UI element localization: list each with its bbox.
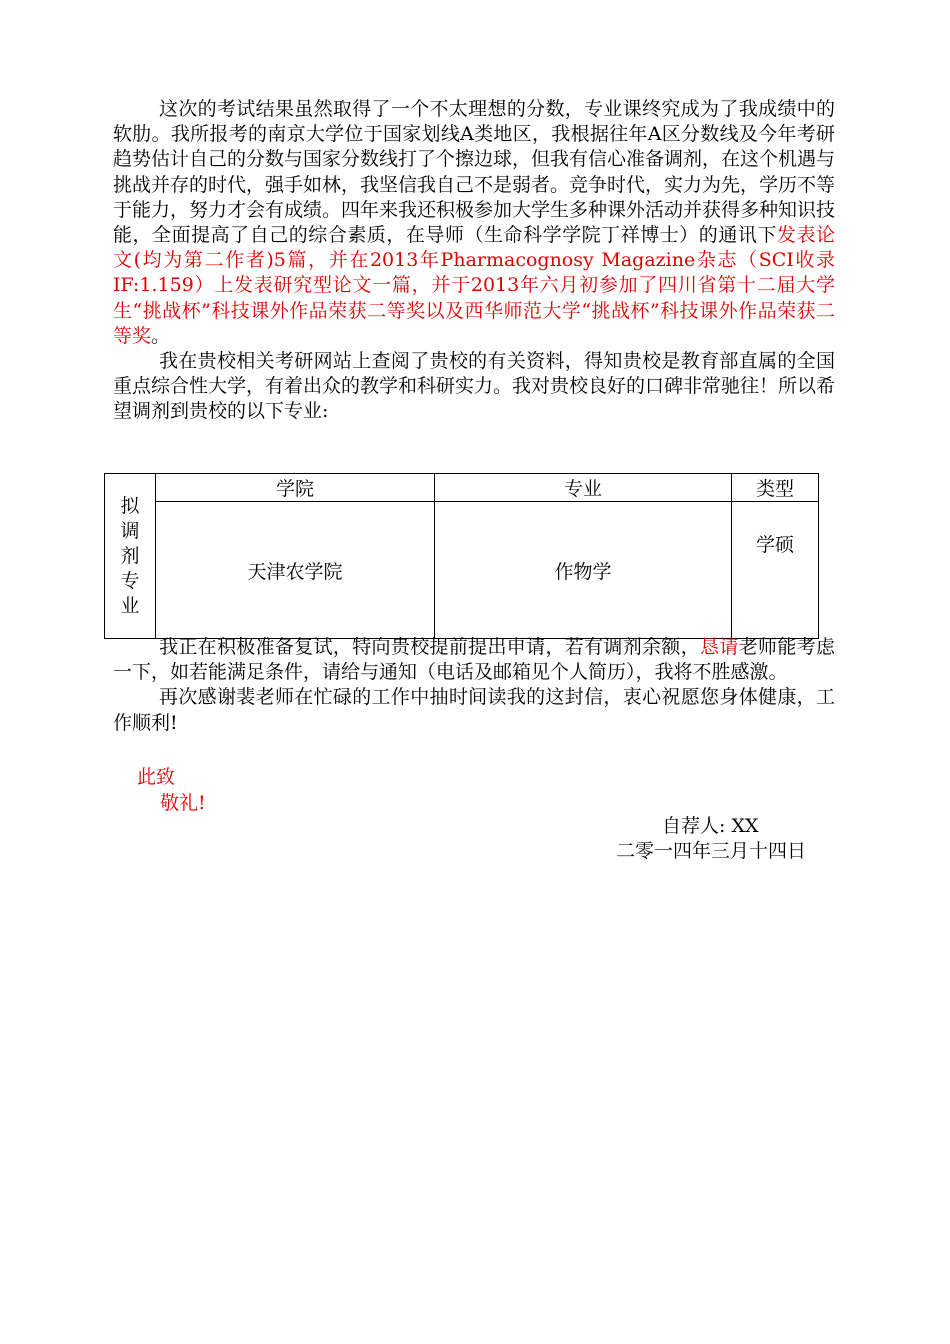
header-college: 学院 bbox=[156, 474, 435, 502]
header-major: 专业 bbox=[435, 474, 732, 502]
letter-closing bbox=[113, 635, 835, 736]
paragraph-text: 我正在积极准备复试，特向贵校提前提出申请，若有调剂余额， bbox=[159, 636, 701, 658]
cell-major: 作物学 bbox=[435, 502, 732, 639]
side-char: 剂 bbox=[120, 544, 140, 567]
side-char: 业 bbox=[120, 594, 140, 617]
highlighted-achievements: 发表论文(均为第二作者)5篇，并在2013年Pharmacognosy Magazine杂志（SCI收录IF:1.159）上发表研究型论文一篇，并于2013年六月初参加了四川省第十二届大学生“挑战杯”科技课外作品荣获二等奖以及西华师范大学“挑战杯”科技课外作品荣获二等奖 bbox=[113, 224, 835, 347]
paragraph-text: 这次的考试结果虽然取得了一个不太理想的分数，专业课终究成为了我成绩中的软肋。我所报考的南京大学位于国家划线A类地区，我根据往年A区分数线及今年考研趋势估计自己的分数与国家分数线打了个擦边球，但我有信心准备调剂，在这个机遇与挑战并存的时代，强手如林，我坚信我自己不是弱者。竞争时代，实力为先，学历不等于能力，努力才会有成绩。四年来我还积极参加大学生多种课外活动并获得多种知识技能，全面提高了自己的综合素质，在导师（生命科学学院丁祥博士）的通讯下 bbox=[113, 98, 836, 247]
paragraph-thanks: 再次感谢裴老师在忙碌的工作中抽时间读我的这封信，衷心祝愿您身体健康，工作顺利! bbox=[113, 686, 835, 734]
paragraph-text: 老师能考虑一下，如若能满足条件，请给与通知（电话及邮箱见个人简历），我将不胜感激。 bbox=[113, 636, 835, 684]
paragraph-end: 。 bbox=[151, 324, 171, 347]
paragraph-request bbox=[113, 635, 835, 685]
cell-college: 天津农学院 bbox=[156, 502, 435, 639]
paragraph-exam-result bbox=[113, 97, 835, 349]
side-char: 专 bbox=[120, 569, 140, 592]
letter-date: 二零一四年三月十四日 bbox=[616, 840, 807, 862]
paragraph-school-interest: 我在贵校相关考研网站上查阅了贵校的有关资料，得知贵校是教育部直属的全国重点综合性大学，有着出众的教学和科研实力。我对贵校良好的口碑非常驰往！所以希望调剂到贵校的以下专业: bbox=[113, 350, 836, 423]
side-char: 调 bbox=[120, 519, 140, 542]
salutation-2: 敬礼! bbox=[160, 792, 206, 814]
salutation-1: 此致 bbox=[137, 766, 176, 788]
highlighted-request: 恳请 bbox=[700, 636, 739, 658]
table-side-label bbox=[105, 474, 156, 639]
transfer-major-table bbox=[104, 473, 819, 639]
signer: 自荐人: XX bbox=[662, 815, 759, 837]
letter-body bbox=[113, 97, 835, 425]
side-char: 拟 bbox=[120, 494, 140, 517]
header-type: 类型 bbox=[732, 474, 819, 502]
cell-type: 学硕 bbox=[732, 502, 819, 639]
